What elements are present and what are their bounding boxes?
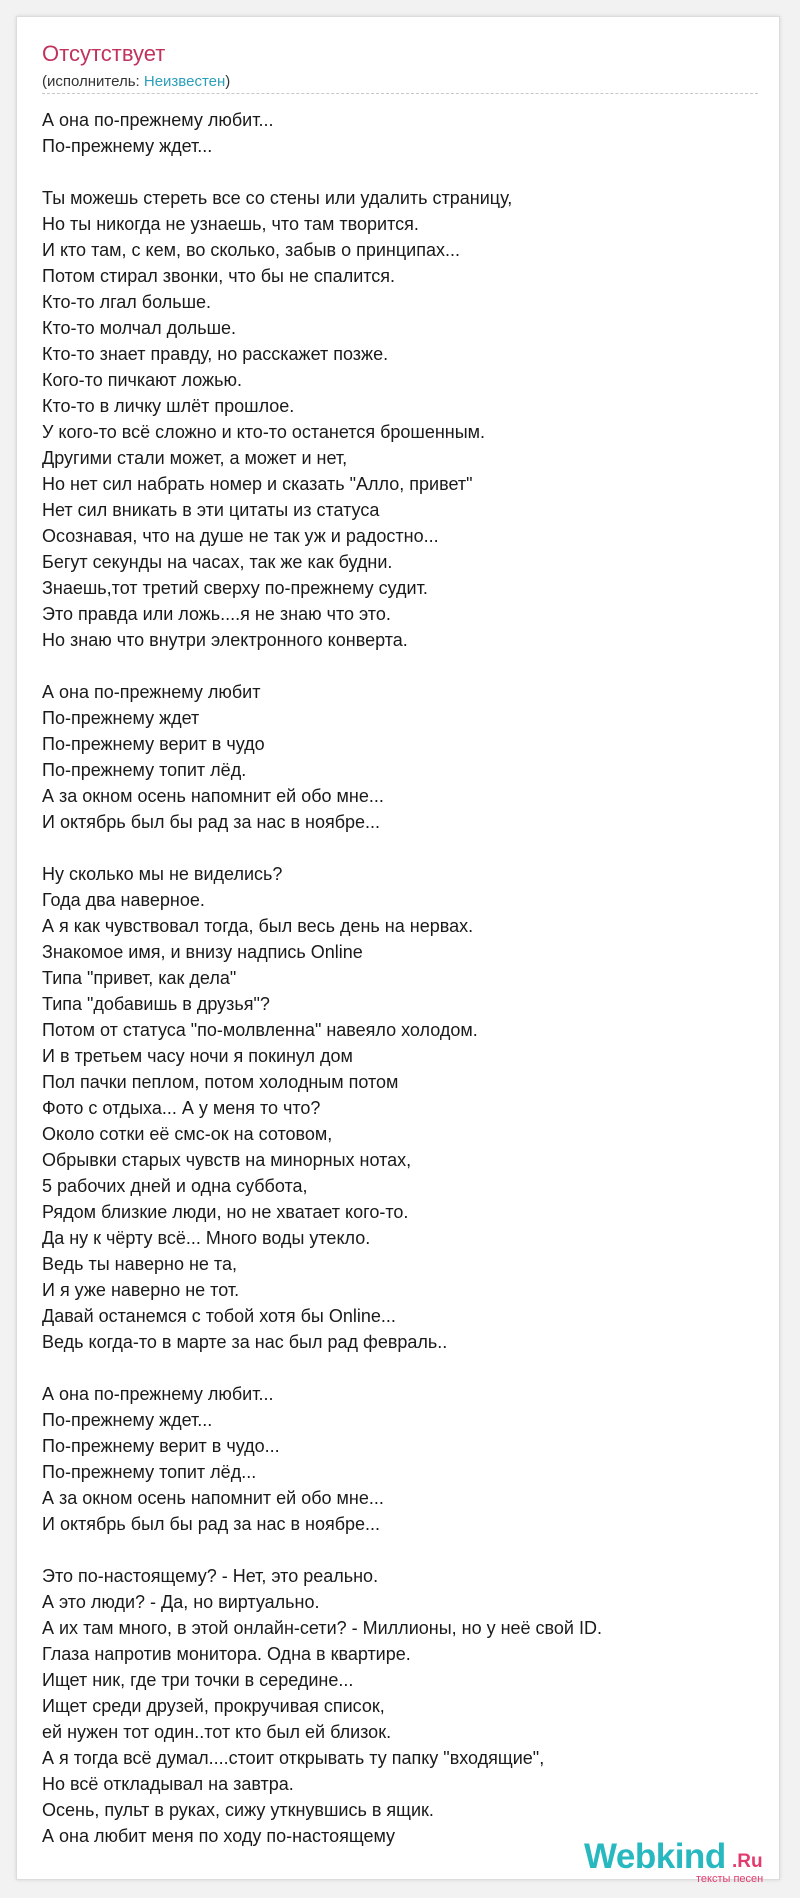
lyric-line: Бегут секунды на часах, так же как будни. (42, 552, 393, 572)
lyric-line: По-прежнему топит лёд... (42, 1462, 257, 1482)
lyric-line: Это правда или ложь....я не знаю что это. (42, 604, 391, 624)
webkind-logo[interactable] (584, 1837, 780, 1883)
lyric-line: А за окном осень напомнит ей обо мне... (42, 1488, 384, 1508)
meta-prefix: (исполнитель: (42, 73, 144, 90)
lyric-line: А их там много, в этой онлайн-сети? - Миллионы, но у неё свой ID. (42, 1618, 602, 1638)
lyric-line: А она по-прежнему любит... (42, 1384, 274, 1404)
lyric-line: И в третьем часу ночи я покинул дом (42, 1046, 353, 1066)
lyric-line: Ведь ты наверно не та, (42, 1254, 237, 1274)
lyric-line: Около сотки её смс-ок на сотовом, (42, 1124, 333, 1144)
lyrics-stanza (42, 1381, 762, 1537)
lyric-line: Глаза напротив монитора. Одна в квартире. (42, 1644, 411, 1664)
lyric-line: А я как чувствовал тогда, был весь день на нервах. (42, 916, 474, 936)
lyric-line: И я уже наверно не тот. (42, 1280, 240, 1300)
lyrics-stanza (42, 185, 762, 653)
lyric-line: Типа "привет, как дела" (42, 968, 237, 988)
lyric-line: Знаешь,тот третий сверху по-прежнему судит. (42, 578, 428, 598)
lyric-line: А она по-прежнему любит... (42, 110, 274, 130)
lyric-line: Потом стирал звонки, что бы не спалится. (42, 266, 396, 286)
lyric-line: ей нужен тот один..тот кто был ей близок. (42, 1722, 392, 1742)
lyric-line: Другими стали может, а может и нет, (42, 448, 348, 468)
lyric-line: Но всё откладывал на завтра. (42, 1774, 294, 1794)
lyric-line: Ищет ник, где три точки в середине... (42, 1670, 354, 1690)
lyric-line: А это люди? - Да, но виртуально. (42, 1592, 320, 1612)
lyric-line: Ты можешь стереть все со стены или удалить страницу, (42, 188, 513, 208)
lyric-line: Обрывки старых чувств на минорных нотах, (42, 1150, 412, 1170)
lyric-line: Ну сколько мы не виделись? (42, 864, 283, 884)
lyric-line: Кто-то знает правду, но расскажет позже. (42, 344, 389, 364)
lyrics-stanza (42, 679, 762, 835)
lyric-line: А она по-прежнему любит (42, 682, 261, 702)
lyric-line: Кто-то лгал больше. (42, 292, 212, 312)
lyric-line: Пол пачки пеплом, потом холодным потом (42, 1072, 399, 1092)
lyric-line: Да ну к чёрту всё... Много воды утекло. (42, 1228, 371, 1248)
lyric-line: По-прежнему верит в чудо... (42, 1436, 280, 1456)
song-title: Отсутствует (42, 41, 166, 66)
lyric-line: Ищет среди друзей, прокручивая список, (42, 1696, 385, 1716)
lyric-line: Но нет сил набрать номер и сказать "Алло, привет" (42, 474, 473, 494)
artist-link[interactable]: Неизвестен (143, 73, 226, 90)
lyric-line: Осознавая, что на душе не так уж и радостно... (42, 526, 439, 546)
logo-main-text: Webkind (584, 1837, 726, 1876)
lyrics-card (16, 16, 780, 1885)
lyric-line: Знакомое имя, и внизу надпись Online (42, 942, 363, 962)
lyric-line: Типа "добавишь в друзья"? (42, 994, 270, 1014)
lyrics-stanza (42, 107, 762, 159)
lyric-line: Фото с отдыха... А у меня то что? (42, 1098, 321, 1118)
lyric-line: По-прежнему топит лёд. (42, 760, 247, 780)
lyric-line: Года два наверное. (42, 890, 205, 910)
lyric-line: По-прежнему ждет... (42, 136, 213, 156)
lyric-line: И октябрь был бы рад за нас в ноябре... (42, 812, 381, 832)
lyric-line: Кто-то молчал дольше. (42, 318, 237, 338)
lyric-line: И кто там, с кем, во сколько, забыв о принципах... (42, 240, 460, 260)
lyric-line: А я тогда всё думал....стоит открывать ту папку "входящие", (42, 1748, 545, 1768)
lyric-line: Но ты никогда не узнаешь, что там творится. (42, 214, 419, 234)
lyric-line: Кто-то в личку шлёт прошлое. (42, 396, 295, 416)
lyric-line: У кого-то всё сложно и кто-то останется брошенным. (42, 422, 486, 442)
lyric-line: По-прежнему ждет (42, 708, 200, 728)
logo-tagline: тексты песен (696, 1873, 764, 1885)
lyric-line: 5 рабочих дней и одна суббота, (42, 1176, 308, 1196)
lyric-line: Рядом близкие люди, но не хватает кого-то. (42, 1202, 409, 1222)
meta-suffix: ) (225, 73, 231, 90)
lyric-line: Это по-настоящему? - Нет, это реально. (42, 1566, 379, 1586)
lyric-line: Ведь когда-то в марте за нас был рад февраль.. (42, 1332, 448, 1352)
lyric-line: Нет сил вникать в эти цитаты из статуса (42, 500, 380, 520)
logo-suffix-text: .Ru (732, 1851, 763, 1872)
lyric-line: И октябрь был бы рад за нас в ноябре... (42, 1514, 381, 1534)
lyric-line: По-прежнему ждет... (42, 1410, 213, 1430)
title-divider (42, 93, 758, 94)
lyrics-body (42, 107, 762, 1875)
lyrics-stanza (42, 1563, 762, 1849)
lyric-line: А за окном осень напомнит ей обо мне... (42, 786, 384, 806)
lyric-line: По-прежнему верит в чудо (42, 734, 265, 754)
lyric-line: А она любит меня по ходу по-настоящему (42, 1826, 396, 1846)
lyric-line: Кого-то пичкают ложью. (42, 370, 242, 390)
lyrics-stanza (42, 861, 762, 1355)
lyric-line: Давай останемся с тобой хотя бы Online... (42, 1306, 396, 1326)
song-meta (42, 73, 230, 90)
lyric-line: Но знаю что внутри электронного конверта. (42, 630, 408, 650)
lyric-line: Потом от статуса "по-молвленна" навеяло холодом. (42, 1020, 478, 1040)
lyric-line: Осень, пульт в руках, сижу уткнувшись в ящик. (42, 1800, 434, 1820)
